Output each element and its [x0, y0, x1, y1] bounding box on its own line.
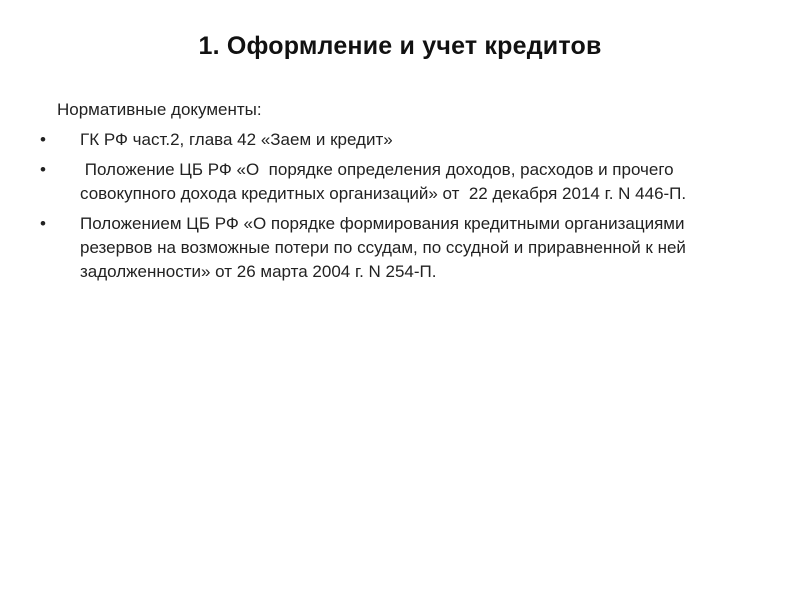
slide-title: 1. Оформление и учет кредитов: [198, 32, 602, 60]
list-item-text: ГК РФ част.2, глава 42 «Заем и кредит»: [80, 130, 393, 149]
slide-body: [40, 98, 757, 290]
bullet-icon: •: [40, 160, 46, 179]
bullet-icon: •: [40, 130, 46, 149]
bullet-icon: •: [40, 214, 46, 233]
list-item: [40, 158, 757, 206]
list-item-text: Положение ЦБ РФ «О порядке определения доходов, расходов и прочего совокупного дохода кредитных организаций» от 22 декабря 2014 г. N 446-П.: [80, 160, 687, 203]
intro-text: Нормативные документы:: [57, 100, 262, 119]
list-item-text: Положением ЦБ РФ «О порядке формирования кредитными организациями резервов на возможные потери по ссудам, по ссудной и приравненной к ней задолженности» от 26 марта 2004 г. N 254-П.: [80, 214, 686, 281]
list-item: [40, 128, 757, 152]
documents-list: [40, 128, 757, 284]
list-item: [40, 212, 757, 284]
